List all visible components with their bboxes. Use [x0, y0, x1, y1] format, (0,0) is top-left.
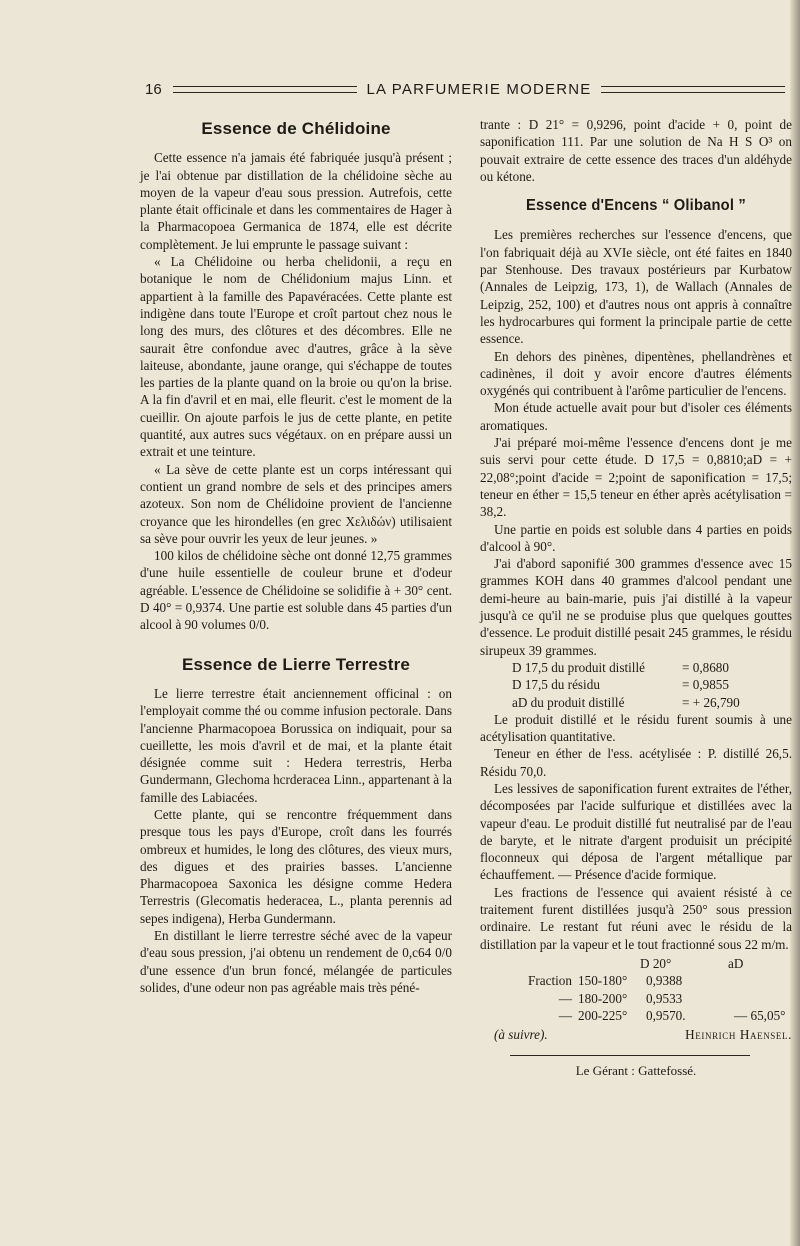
heading-lierre-terrestre: Essence de Lierre Terrestre [181, 654, 411, 674]
paragraph: Mon étude actuelle avait pour but d'isoler ces éléments aromatiques. [480, 400, 792, 433]
fraction-density: 0,9533 [646, 990, 683, 1006]
fraction-label: Fraction [528, 973, 572, 989]
continued-note: (à suivre). [494, 1027, 548, 1043]
measurement-row [480, 694, 792, 711]
right-column [480, 116, 792, 1080]
fraction-label: — [558, 1007, 572, 1023]
paragraph: « La Chélidoine ou herba chelidonii, a reçu en botanique le nom de Chélidonium majus Linn. et appartient à la famille des Papavéracées. Cette plante est indigène dans toute l'Europe et croît partout chez nous le long des murs, des clôtures et des décombres. Elle ne saurait être confondue avec d'autres, grâce à la sève laiteuse, abondante, jaune orange, qui s'échappe de toutes les parties de la plante quand on la broie ou qu'on la brise. A la fin d'avril et en mai, elle fleurit. c'est le moment de la cueillir. On ajoute parfois le jus de cette plante, en petite quantité, aux autres sucs végétaux. on en prépare aussi un extrait et une teinture. [140, 254, 452, 460]
measurement-value: = 0,8680 [682, 659, 729, 675]
paragraph: Le produit distillé et le résidu furent soumis à une acétylisation quantitative. [480, 711, 792, 745]
gerant-line: Le Gérant : Gattefossé. [575, 1063, 697, 1079]
paragraph: « La sève de cette plante est un corps intéressant qui contient un grand nombre de sels et des principes amers azoteux. Son nom de Chélidoine provient de l'ancienne croyance que les hirondelles (en grec Χελιδών) utilisaient sa sève pour ouvrir les yeux de leur jeunes. » [140, 461, 452, 546]
fraction-row [480, 990, 792, 1007]
paragraph: Cette plante, qui se rencontre fréquemment dans presque tous les pays d'Europe, croît dans les fourrés ombreux et humides, le long des clôtures, des vieux murs, des digues et des prairies basses. L'ancienne Pharmacopoea Saxonica les désigne comme Hedera Terrestris (Glecomatis hederacea, L., planta perennis ad sepes indigena), Herba Gundermann. [140, 806, 452, 926]
fraction-density: 0,9570. [646, 1007, 686, 1023]
fraction-header-rotation: aD [728, 955, 744, 971]
heading-encens: Essence d'Encens “ Olibanol ” [526, 197, 746, 215]
paragraph: trante : D 21° = 0,9296, point d'acide + 0, point de saponification 111. Par une solution de Na H S O³ on pouvait extraire de cette essence des traces d'un aldéhyde ou kétone. [480, 117, 792, 184]
journal-title: LA PARFUMERIE MODERNE [366, 80, 592, 98]
paragraph: En distillant le lierre terrestre séché avec de la vapeur d'eau sous pression, j'ai obtenu un rendement de 0,c64 0/0 d'une essence d'un brun foncé, mélangée de particules solides, d'une odeur non pas agréable mais très péné- [140, 928, 452, 995]
header-rule-left [173, 86, 357, 93]
page-number: 16 [145, 80, 162, 98]
paragraph: Le lierre terrestre était anciennement officinal : on l'employait comme thé ou comme infusion pectorale. Dans l'ancienne Pharmacopoea Borussica on indiquait, pour sa cueillette, les mois d'avril et de mai, et la plante était désignée comme suit : Hedera terrestris, Herba Gundermann, Glechoma hcrderacea Linn., appartenant à la famille des Labiacées. [140, 685, 452, 805]
left-column [140, 116, 452, 996]
fraction-label: — [558, 990, 572, 1006]
fraction-rotation: — 65,05° [734, 1007, 786, 1023]
fraction-range: 200-225° [578, 1007, 628, 1023]
paragraph: Une partie en poids est soluble dans 4 parties en poids d'alcool à 90°. [480, 521, 792, 554]
measurement-row [480, 676, 792, 693]
paragraph: J'ai préparé moi-même l'essence d'encens dont je me suis servi pour cette étude. D 17,5 = 0,8810;aD = + 22,08°;point d'acide = 2;point de saponification = 17,5; teneur en éther = 15,5 teneur en éther après acétylisation = 38,2. [480, 435, 792, 520]
fraction-table-header [480, 955, 792, 972]
paragraph: En dehors des pinènes, dipentènes, phellandrènes et cadinènes, il doit y avoir encore d'autres éléments oxygénés qui contribuent à l'arôme particulier de l'encens. [480, 348, 792, 399]
measurement-label: D 17,5 du résidu [512, 677, 600, 693]
measurement-value: = 0,9855 [682, 677, 729, 693]
page-header [145, 78, 785, 100]
paragraph: Teneur en éther de l'ess. acétylisée : P. distillé 26,5. Résidu 70,0. [480, 746, 792, 779]
paragraph: J'ai d'abord saponifié 300 grammes d'essence avec 15 grammes KOH dans 40 grammes d'alcool pendant une demi-heure au bain-marie, puis j'ai distillé à la vapeur jusqu'à ce qu'il ne se produise plus que quelques gouttes d'essence. Le produit distillé pesait 245 grammes, le résidu sirupeux 39 grammes. [480, 556, 792, 658]
paragraph: Les fractions de l'essence qui avaient résisté à ce traitement furent distillées jusqu'à 250° sous pression ordinaire. Le restant fut réuni avec le résidu de la distillation par la vapeur et le tout fractionné sous 22 m/m. [480, 884, 792, 952]
fraction-range: 180-200° [578, 990, 628, 1006]
measurement-row [480, 659, 792, 676]
paragraph: Les premières recherches sur l'essence d'encens, que l'on fabriquait déjà au XVIe siècle, ont été faites en 1840 par Stenhouse. Des travaux postérieurs par Kurbatow (Annales de Leipzig, 173, 1), de Wallach (Annales de Leipzig, 252, 100) et d'autres nous ont appris à connaître les hydrocarbures qui forment la principale partie de cette essence. [480, 227, 792, 347]
fraction-header-density: D 20° [640, 955, 672, 971]
signature-row [480, 1026, 792, 1043]
fraction-row [480, 972, 792, 989]
measurement-value: = + 26,790 [682, 694, 740, 710]
paragraph: Cette essence n'a jamais été fabriquée jusqu'à présent ; je l'ai obtenue par distillation de la chélidoine sèche au moyen de la vapeur d'eau sous pression. Autrefois, cette plante était officinale et dans les commentaires de Hager à la Pharmacopoea Germanica de 1874, elle est décrite complètement. Je lui emprunte le passage suivant : [140, 150, 452, 252]
author-name: Heinrich Haensel. [685, 1027, 792, 1043]
fraction-row [480, 1007, 792, 1024]
fraction-range: 150-180° [578, 973, 628, 989]
paragraph: 100 kilos de chélidoine sèche ont donné 12,75 grammes d'une huile essentielle de couleur brune et d'odeur agréable. L'essence de Chélidoine se solidifie à + 30° cent. D 40° = 0,9374. Une partie est soluble dans 45 parties d'un alcool à 90 volumes 0/0. [140, 548, 452, 633]
heading-chelidoine: Essence de Chélidoine [201, 119, 391, 138]
end-rule [510, 1055, 750, 1056]
measurement-label: D 17,5 du produit distillé [512, 659, 645, 675]
measurement-label: aD du produit distillé [512, 694, 625, 710]
paragraph: Les lessives de saponification furent extraites de l'éther, décomposées par l'acide sulfurique et distillées avec la vapeur d'eau. Le produit distillé fut neutralisé par de l'eau de baryte, et le nitrate d'argent produisit un précipité floconneux qui déposa de l'argent métallique par échauffement. — Présence d'acide formique. [480, 780, 792, 883]
fraction-density: 0,9388 [646, 973, 683, 989]
header-rule-right [601, 86, 785, 93]
